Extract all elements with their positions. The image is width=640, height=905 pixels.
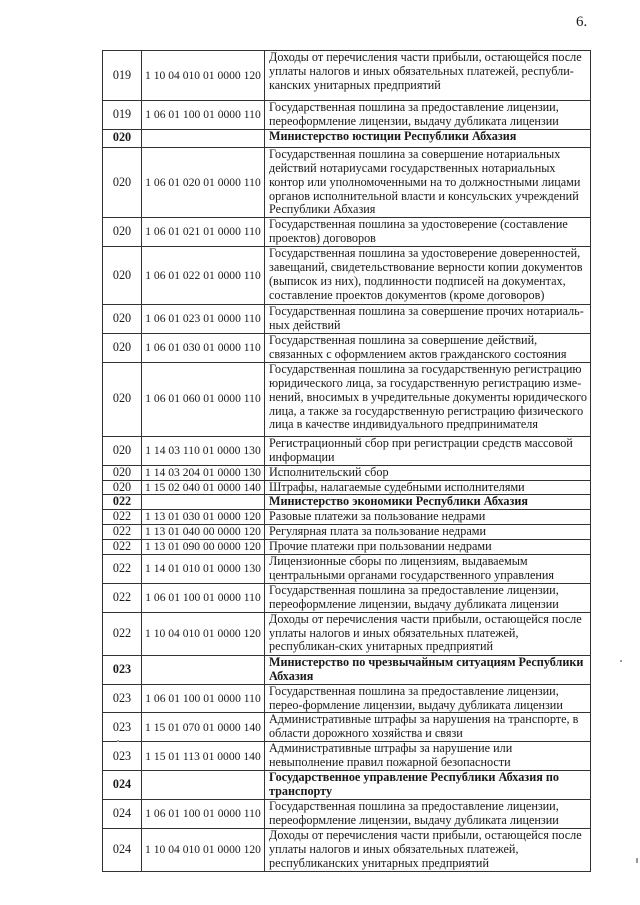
kbk-code-cell: 1 15 02 040 01 0000 140 (142, 480, 265, 495)
section-header-row (103, 655, 591, 684)
admin-code-cell: 024 (103, 800, 142, 829)
section-header-row (103, 129, 591, 147)
admin-code-cell: 022 (103, 525, 142, 540)
description-cell: Государственная пошлина за предоставление лицензии, переоформление лицензии, выдачу дубликата лицензии (265, 800, 591, 829)
description-cell: Государственная пошлина за удостоверение (составление проектов) договоров (265, 218, 591, 247)
table-row (103, 742, 591, 771)
scan-artifact (117, 740, 119, 742)
scan-artifact (636, 858, 638, 863)
table-row (103, 305, 591, 334)
table-row (103, 436, 591, 465)
kbk-code-cell: 1 14 03 204 01 0000 130 (142, 465, 265, 480)
description-cell: Министерство по чрезвычайным ситуациям Республики Абхазия (265, 655, 591, 684)
description-cell: Прочие платежи при пользовании недрами (265, 540, 591, 555)
admin-code-cell: 019 (103, 101, 142, 130)
admin-code-cell: 020 (103, 147, 142, 218)
table-body (103, 51, 591, 872)
description-cell: Исполнительский сбор (265, 465, 591, 480)
table-row (103, 525, 591, 540)
description-cell: Доходы от перечисления части прибыли, остающейся после уплаты налогов и иных обязательных платежей, республи-канских унитарных предприятий (265, 51, 591, 101)
description-cell: Государственное управление Республики Абхазия по транспорту (265, 771, 591, 800)
admin-code-cell: 020 (103, 480, 142, 495)
table-row (103, 247, 591, 305)
table-row (103, 713, 591, 742)
kbk-code-cell: 1 06 01 023 01 0000 110 (142, 305, 265, 334)
admin-code-cell: 020 (103, 362, 142, 436)
kbk-code-cell: 1 06 01 100 01 0000 110 (142, 684, 265, 713)
admin-code-cell: 022 (103, 495, 142, 510)
kbk-code-cell: 1 06 01 021 01 0000 110 (142, 218, 265, 247)
kbk-code-cell: 1 06 01 100 01 0000 110 (142, 101, 265, 130)
admin-code-cell: 023 (103, 655, 142, 684)
section-header-row (103, 495, 591, 510)
admin-code-cell: 023 (103, 713, 142, 742)
description-cell: Государственная пошлина за предоставление лицензии, перео-формление лицензии, выдачу дубликата лицензии (265, 684, 591, 713)
table-row (103, 333, 591, 362)
kbk-code-cell: 1 06 01 100 01 0000 110 (142, 800, 265, 829)
kbk-code-cell: 1 06 01 030 01 0000 110 (142, 333, 265, 362)
kbk-code-cell (142, 129, 265, 147)
admin-code-cell: 022 (103, 510, 142, 525)
section-header-row (103, 771, 591, 800)
table-row (103, 555, 591, 584)
description-cell: Административные штрафы за нарушение или невыполнение правил пожарной безопасности (265, 742, 591, 771)
table-row (103, 829, 591, 872)
kbk-code-cell: 1 15 01 070 01 0000 140 (142, 713, 265, 742)
table-row (103, 583, 591, 612)
table-row (103, 612, 591, 655)
admin-code-cell: 020 (103, 333, 142, 362)
description-cell: Государственная пошлина за удостоверение доверенностей, завещаний, свидетельствование верности копии документов (выписок из них), подлинности подписей на документах, составление проектов документов (кроме договоров) (265, 247, 591, 305)
description-cell: Доходы от перечисления части прибыли, остающейся после уплаты налогов и иных обязательных платежей, республикан-ских унитарных предприятий (265, 612, 591, 655)
kbk-code-cell: 1 13 01 040 00 0000 120 (142, 525, 265, 540)
admin-code-cell: 024 (103, 829, 142, 872)
page-number: 6. (576, 14, 588, 30)
admin-code-cell: 022 (103, 555, 142, 584)
admin-code-cell: 020 (103, 305, 142, 334)
admin-code-cell: 022 (103, 540, 142, 555)
description-cell: Государственная пошлина за государственную регистрацию юридического лица, за государственную регистрацию изме-нений, вносимых в учредительные документы юридического лица, а также за государственную регистрацию физического лица в качестве индивидуального предпринимателя (265, 362, 591, 436)
admin-code-cell: 022 (103, 612, 142, 655)
kbk-code-cell: 1 13 01 090 00 0000 120 (142, 540, 265, 555)
description-cell: Штрафы, налагаемые судебными исполнителями (265, 480, 591, 495)
kbk-code-cell: 1 06 01 100 01 0000 110 (142, 583, 265, 612)
admin-code-cell: 020 (103, 218, 142, 247)
admin-code-cell: 023 (103, 684, 142, 713)
admin-code-cell: 024 (103, 771, 142, 800)
kbk-code-cell: 1 06 01 022 01 0000 110 (142, 247, 265, 305)
table-row (103, 51, 591, 101)
kbk-code-cell (142, 495, 265, 510)
description-cell: Министерство юстиции Республики Абхазия (265, 129, 591, 147)
description-cell: Государственная пошлина за предоставление лицензии, переоформление лицензии, выдачу дубликата лицензии (265, 583, 591, 612)
kbk-code-cell: 1 10 04 010 01 0000 120 (142, 612, 265, 655)
description-cell: Государственная пошлина за совершение действий, связанных с оформлением актов гражданского состояния (265, 333, 591, 362)
table-row (103, 540, 591, 555)
kbk-code-cell: 1 06 01 060 01 0000 110 (142, 362, 265, 436)
description-cell: Регистрационный сбор при регистрации средств массовой информации (265, 436, 591, 465)
description-cell: Доходы от перечисления части прибыли, остающейся после уплаты налогов и иных обязательных платежей, республиканских унитарных предприятий (265, 829, 591, 872)
revenue-codes-table (102, 50, 591, 872)
admin-code-cell: 022 (103, 583, 142, 612)
table-row (103, 480, 591, 495)
table-row (103, 147, 591, 218)
kbk-code-cell: 1 06 01 020 01 0000 110 (142, 147, 265, 218)
description-cell: Административные штрафы за нарушения на транспорте, в области дорожного хозяйства и связи (265, 713, 591, 742)
description-cell: Разовые платежи за пользование недрами (265, 510, 591, 525)
table-row (103, 800, 591, 829)
kbk-code-cell: 1 13 01 030 01 0000 120 (142, 510, 265, 525)
description-cell: Государственная пошлина за совершение прочих нотариаль-ных действий (265, 305, 591, 334)
admin-code-cell: 019 (103, 51, 142, 101)
admin-code-cell: 023 (103, 742, 142, 771)
description-cell: Государственная пошлина за предоставление лицензии, переоформление лицензии, выдачу дубликата лицензии (265, 101, 591, 130)
description-cell: Регулярная плата за пользование недрами (265, 525, 591, 540)
table-row (103, 465, 591, 480)
admin-code-cell: 020 (103, 247, 142, 305)
table-row (103, 218, 591, 247)
description-cell: Министерство экономики Республики Абхазия (265, 495, 591, 510)
kbk-code-cell: 1 15 01 113 01 0000 140 (142, 742, 265, 771)
admin-code-cell: 020 (103, 436, 142, 465)
table-row (103, 362, 591, 436)
table-row (103, 101, 591, 130)
admin-code-cell: 020 (103, 129, 142, 147)
description-cell: Государственная пошлина за совершение нотариальных действий нотариусами государственных нотариальных контор или уполномоченными на то должностными лицами органов исполнительной власти и консульских учреждений Республики Абхазия (265, 147, 591, 218)
kbk-code-cell (142, 655, 265, 684)
kbk-code-cell: 1 10 04 010 01 0000 120 (142, 829, 265, 872)
kbk-code-cell: 1 14 03 110 01 0000 130 (142, 436, 265, 465)
kbk-code-cell: 1 14 01 010 01 0000 130 (142, 555, 265, 584)
description-cell: Лицензионные сборы по лицензиям, выдаваемым центральными органами государственного управления (265, 555, 591, 584)
kbk-code-cell: 1 10 04 010 01 0000 120 (142, 51, 265, 101)
table-row (103, 510, 591, 525)
kbk-code-cell (142, 771, 265, 800)
scan-artifact (620, 660, 622, 662)
table-row (103, 684, 591, 713)
admin-code-cell: 020 (103, 465, 142, 480)
